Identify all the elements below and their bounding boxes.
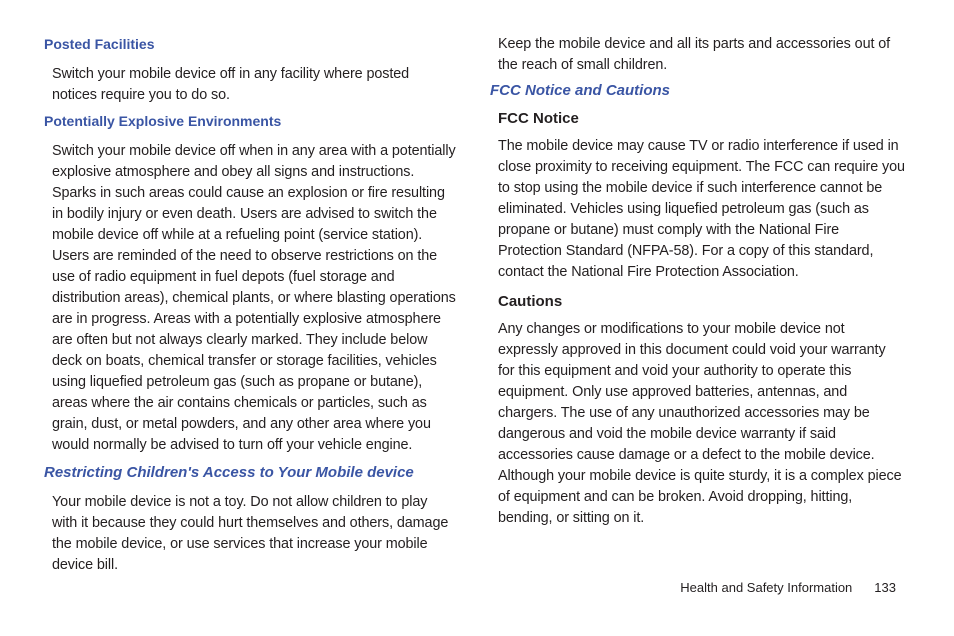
left-column	[44, 35, 456, 576]
explosive-environments-text: Switch your mobile device off when in any area with a potentially explosive atmosphere and obey all signs and instructions. Sparks in such areas could cause an explosion or fire resulting in bodily injury or even death. Users are advised to switch the mobile device off while at a refueling point (service station). Users are reminded of the need to observe restrictions on the use of radio equipment in fuel depots (fuel storage and distribution areas), chemical plants, or where blasting operations are in progress. Areas with a potentially explosive atmosphere are often but not always clearly marked. They include below deck on boats, chemical transfer or storage facilities, vehicles using liquefied petroleum gas (such as propane or butane), areas where the air contains chemicals or particles, such as grain, dust, or metal powders, and any other area where you would normally be advised to turn off your vehicle engine.	[52, 143, 456, 453]
fcc-notice-cautions-heading: FCC Notice and Cautions	[490, 82, 671, 99]
fcc-notice-heading: FCC Notice	[498, 110, 579, 127]
childrens-access-text: Your mobile device is not a toy. Do not allow children to play with it because they could hurt themselves and others, damage the mobile device, or use services that increase your mobile device bill.	[52, 494, 449, 573]
small-children-text: Keep the mobile device and all its parts and accessories out of the reach of small children.	[498, 36, 891, 73]
right-column	[490, 35, 905, 529]
explosive-environments-heading: Potentially Explosive Environments	[44, 113, 282, 129]
fcc-notice-text: The mobile device may cause TV or radio interference if used in close proximity to receiving equipment. The FCC can require you to stop using the mobile device if such interference cannot be eliminated. Vehicles using liquefied petroleum gas (such as propane or butane) must comply with the National Fire Protection Standard (NFPA-58). For a copy of this standard, contact the National Fire Protection Association.	[498, 138, 905, 280]
posted-facilities-text: Switch your mobile device off in any facility where posted notices require you to do so.	[52, 66, 410, 103]
posted-facilities-heading: Posted Facilities	[44, 36, 155, 52]
footer-section-title: Health and Safety Information	[680, 580, 853, 595]
cautions-text: Any changes or modifications to your mobile device not expressly approved in this document could void your warranty for this equipment and void your authority to operate this equipment. Only use approved batteries, antennas, and chargers. The use of any unauthorized accessories may be dangerous and void the mobile device warranty if said accessories cause damage or a defect to the mobile device. Although your mobile device is quite sturdy, it is a complex piece of equipment and can be broken. Avoid dropping, hitting, bending, or sitting on it.	[498, 321, 902, 526]
page-number: 133	[874, 580, 896, 595]
page-footer	[600, 578, 896, 598]
cautions-heading: Cautions	[498, 293, 563, 310]
childrens-access-heading: Restricting Children's Access to Your Mobile device	[44, 464, 414, 481]
